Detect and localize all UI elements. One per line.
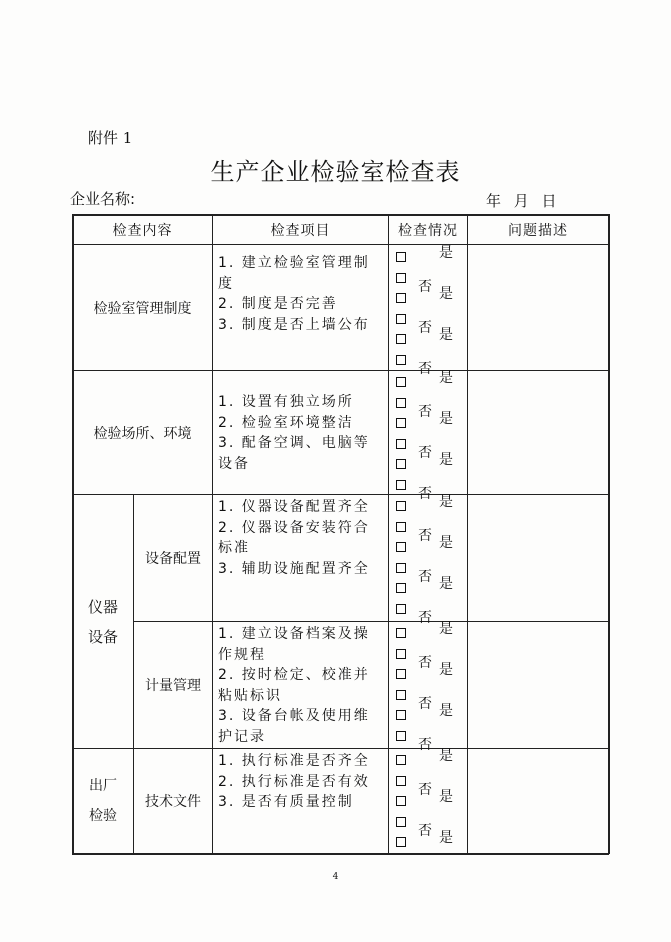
option-yes: 是 — [439, 703, 453, 719]
status-option-row — [393, 518, 465, 544]
item-list: 1. 执行标准是否齐全 2. 执行标准是否有效 3. 是否有质量控制 — [218, 753, 370, 810]
status-option-row — [393, 435, 465, 461]
item-list: 1. 设置有独立场所 2. 检验室环境整洁 3. 配备空调、电脑等设备 — [218, 394, 370, 472]
category-cell: 计量管理 — [145, 678, 201, 694]
option-no: 否 — [418, 609, 432, 626]
checkbox[interactable] — [396, 480, 406, 490]
checkbox[interactable] — [396, 314, 406, 324]
option-yes: 是 — [439, 327, 453, 343]
checkbox[interactable] — [396, 355, 406, 365]
status-option-row — [393, 830, 465, 854]
checkbox[interactable] — [396, 563, 406, 573]
status-option-row — [393, 327, 465, 351]
checkbox[interactable] — [396, 817, 406, 827]
category-cell: 检验场所、环境 — [93, 425, 192, 442]
status-option-row — [393, 370, 465, 394]
option-no: 否 — [418, 736, 432, 753]
company-name-label: 企业名称: — [70, 190, 136, 208]
status-option-row — [393, 645, 465, 671]
item-list: 1. 仪器设备配置齐全 2. 仪器设备安装符合标准 3. 辅助设施配置齐全 — [218, 499, 370, 577]
checkbox[interactable] — [396, 710, 406, 720]
option-yes: 是 — [439, 789, 453, 805]
status-option-row — [393, 662, 465, 686]
checkbox[interactable] — [396, 628, 406, 638]
checkbox[interactable] — [396, 377, 406, 387]
option-no: 否 — [418, 319, 432, 336]
category-cell: 检验室管理制度 — [93, 300, 192, 317]
option-yes: 是 — [439, 576, 453, 592]
checkbox[interactable] — [396, 439, 406, 449]
header-description: 问题描述 — [508, 222, 568, 239]
option-no: 否 — [418, 403, 432, 420]
option-no: 否 — [418, 695, 432, 712]
option-no: 否 — [418, 360, 432, 377]
status-options — [393, 245, 465, 377]
checkbox[interactable] — [396, 837, 406, 847]
option-no: 否 — [418, 654, 432, 671]
option-yes: 是 — [439, 662, 453, 678]
status-options — [393, 621, 465, 753]
checkbox[interactable] — [396, 398, 406, 408]
option-yes: 是 — [439, 452, 453, 468]
page-number: 4 — [332, 872, 339, 882]
status-option-row — [393, 559, 465, 585]
status-option-row — [393, 351, 465, 377]
option-no: 否 — [418, 568, 432, 585]
checkbox[interactable] — [396, 583, 406, 593]
page-title: 生产企业检验室检查表 — [210, 158, 461, 186]
status-option-row — [393, 813, 465, 839]
group-cell: 仪器 设备 — [87, 597, 118, 646]
header-content: 检查内容 — [112, 222, 173, 239]
option-yes: 是 — [439, 245, 453, 261]
status-option-row — [393, 286, 465, 310]
status-option-row — [393, 772, 465, 798]
checkbox[interactable] — [396, 293, 406, 303]
status-option-row — [393, 394, 465, 420]
checkbox[interactable] — [396, 796, 406, 806]
status-option-row — [393, 452, 465, 476]
checkbox[interactable] — [396, 418, 406, 428]
checkbox[interactable] — [396, 459, 406, 469]
status-option-row — [393, 411, 465, 435]
status-options — [393, 494, 465, 626]
option-no: 否 — [418, 822, 432, 839]
status-option-row — [393, 686, 465, 712]
checkbox[interactable] — [396, 542, 406, 552]
option-no: 否 — [418, 527, 432, 544]
option-no: 否 — [418, 485, 432, 502]
group-cell: 出厂 检验 — [89, 778, 117, 824]
option-yes: 是 — [439, 748, 453, 764]
checkbox[interactable] — [396, 252, 406, 262]
status-option-row — [393, 703, 465, 727]
checkbox[interactable] — [396, 334, 406, 344]
checkbox[interactable] — [396, 731, 406, 741]
status-option-row — [393, 269, 465, 295]
option-no: 否 — [418, 444, 432, 461]
status-option-row — [393, 727, 465, 753]
checkbox[interactable] — [396, 604, 406, 614]
date-label: 年 月 日 — [486, 192, 561, 210]
option-yes: 是 — [439, 621, 453, 637]
checkbox[interactable] — [396, 690, 406, 700]
header-status: 检查情况 — [398, 222, 458, 239]
status-option-row — [393, 748, 465, 772]
status-option-row — [393, 600, 465, 626]
category-cell: 技术文件 — [145, 794, 201, 810]
status-option-row — [393, 789, 465, 813]
checkbox[interactable] — [396, 501, 406, 511]
option-yes: 是 — [439, 535, 453, 551]
option-yes: 是 — [439, 370, 453, 386]
attachment-label: 附件 1 — [88, 129, 133, 147]
status-option-row — [393, 621, 465, 645]
status-option-row — [393, 245, 465, 269]
status-option-row — [393, 310, 465, 336]
option-yes: 是 — [439, 411, 453, 427]
status-option-row — [393, 576, 465, 600]
status-option-row — [393, 476, 465, 502]
status-options — [393, 370, 465, 502]
checkbox[interactable] — [396, 273, 406, 283]
checkbox[interactable] — [396, 669, 406, 679]
option-yes: 是 — [439, 830, 453, 846]
header-items: 检查项目 — [270, 222, 331, 239]
category-cell: 设备配置 — [145, 551, 201, 567]
checkbox[interactable] — [396, 522, 406, 532]
status-option-row — [393, 535, 465, 559]
checkbox[interactable] — [396, 755, 406, 765]
checkbox[interactable] — [396, 776, 406, 786]
option-yes: 是 — [439, 494, 453, 510]
option-no: 否 — [418, 781, 432, 798]
status-option-row — [393, 494, 465, 518]
item-list: 1. 建立设备档案及操作规程 2. 按时检定、校准并粘贴标识 3. 设备台帐及使用维护记录 — [218, 626, 370, 745]
option-no: 否 — [418, 278, 432, 295]
option-yes: 是 — [439, 286, 453, 302]
checkbox[interactable] — [396, 649, 406, 659]
status-options — [393, 748, 465, 852]
item-list: 1. 建立检验室管理制度 2. 制度是否完善 3. 制度是否上墙公布 — [218, 255, 370, 333]
